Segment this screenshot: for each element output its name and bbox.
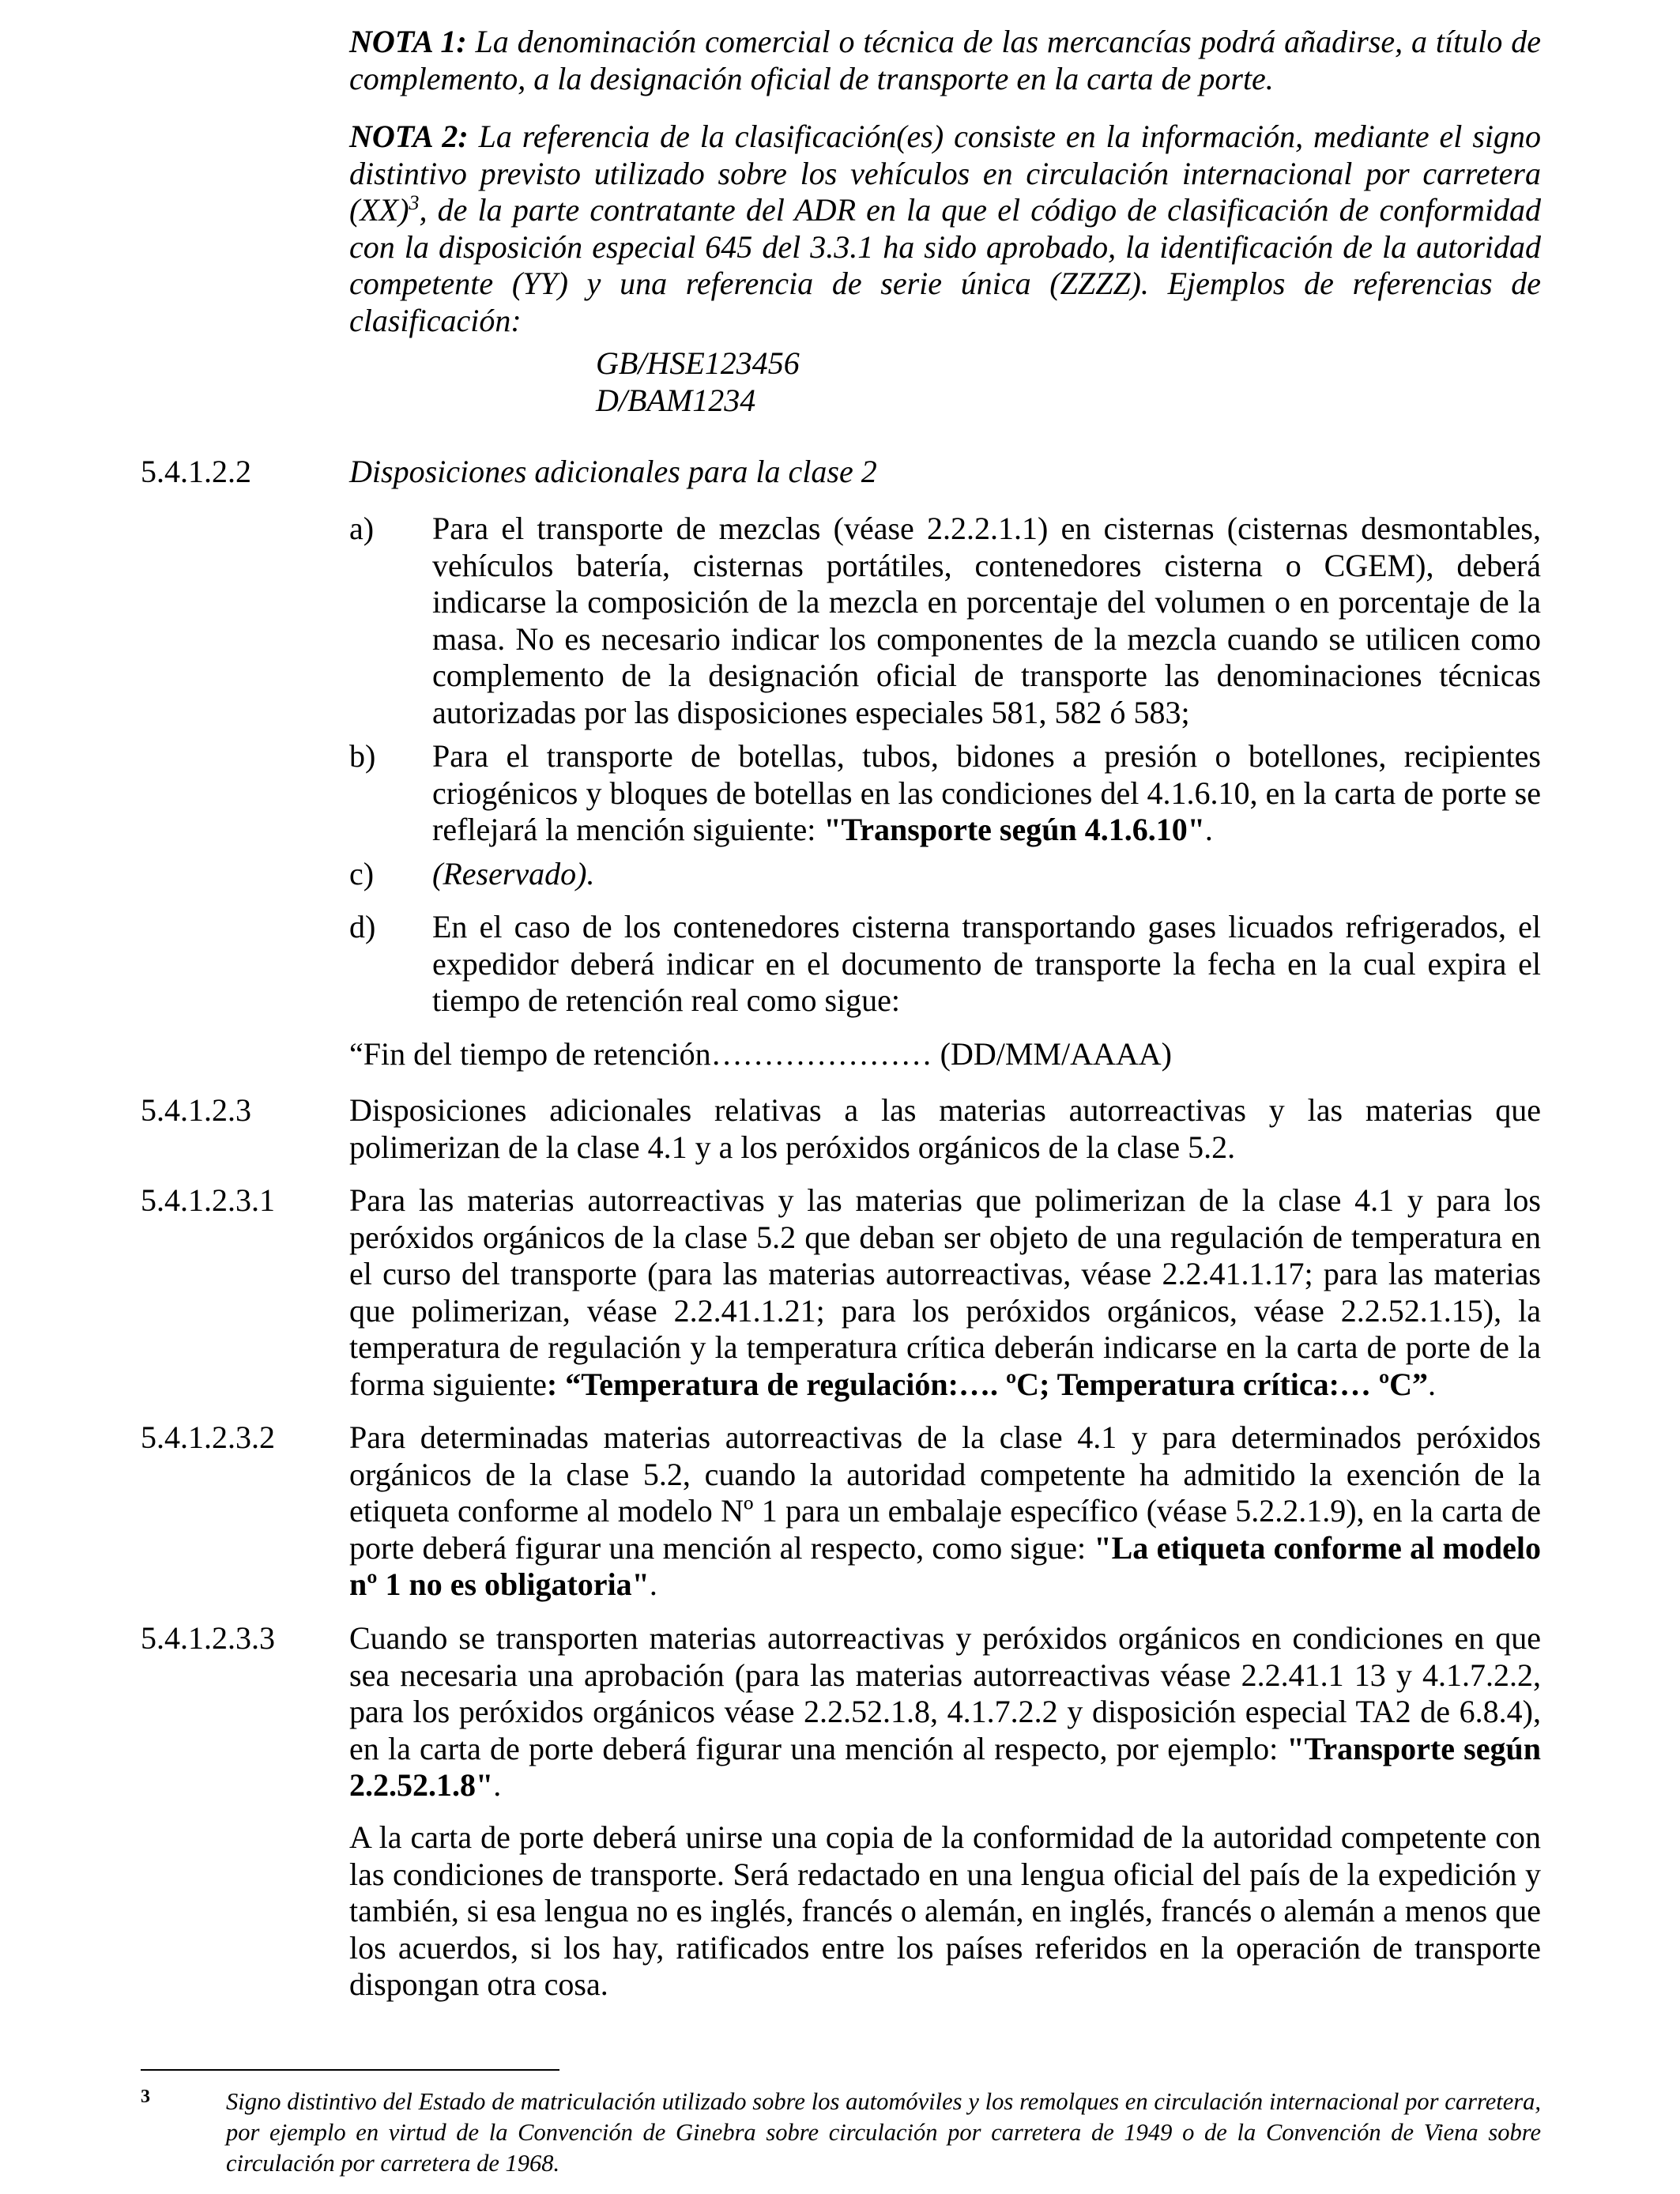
section-text-5-4-1-2-3-1 — [349, 1182, 1541, 1403]
section-number-5-4-1-2-3-2: 5.4.1.2.3.2 — [141, 1419, 275, 1455]
item-text-a: Para el transporte de mezclas (véase 2.2.2.1.1) en cisternas (cisternas desmontables, vehículos batería, cisternas portátiles, contenedores cisterna o CGEM), deberá indicarse la composición de la mezcla en porcentaje del volumen o en porcentaje de la masa. No es necesario indicar los componentes de la mezcla cuando se utilicen como complemento de la designación oficial de transporte las denominaciones técnicas autorizadas por las disposiciones especiales 581, 582 ó 583; — [432, 511, 1541, 730]
nota-1 — [349, 24, 1541, 97]
section-text-5-4-1-2-3-2 — [349, 1419, 1541, 1604]
section-5-4-1-2-3-1-bold: : “Temperatura de regulación:…. ºC; Temperatura crítica:… ºC” — [546, 1366, 1429, 1402]
footnote-mark: 3 — [141, 2087, 150, 2107]
item-text-d: En el caso de los contenedores cisterna transportando gases licuados refrigerados, el expedidor deberá indicar en el documento de transporte la fecha en la cual expira el tiempo de retención real como sigue: — [432, 909, 1541, 1018]
section-number-5-4-1-2-3-3: 5.4.1.2.3.3 — [141, 1620, 275, 1656]
item-text-b — [432, 738, 1541, 849]
classification-example-2: D/BAM1234 — [596, 383, 756, 418]
section-number-5-4-1-2-2: 5.4.1.2.2 — [141, 454, 251, 489]
section-5-4-1-2-3-2-bold: "La etiqueta conforme al modelo nº 1 no es obligatoria" — [349, 1529, 1541, 1602]
section-5-4-1-2-3-3-tail: . — [493, 1767, 502, 1803]
section-text-5-4-1-2-3-3 — [349, 1620, 1541, 1804]
section-5-4-1-2-3-3-text: Cuando se transporten materias autorreactivas y peróxidos orgánicos en condiciones en que sea necesaria una aprobación (para las materias autorreactivas véase 2.2.41.1 13 y 4.1.7.2.2, para los peróxidos orgánicos véase 2.2.52.1.8, 4.1.7.2.2 y disposición especial TA2 de 6.8.4), en la carta de porte deberá figurar una mención al respecto, por ejemplo: — [349, 1620, 1541, 1766]
nota-1-label: NOTA 1: — [349, 24, 467, 59]
section-5-4-1-2-3-3-paragraph-2: A la carta de porte deberá unirse una copia de la conformidad de la autoridad competente con las condiciones de transporte. Será redactado en una lengua oficial del país de la expedición y también, si esa lengua no es inglés, francés o alemán, en inglés, francés o alemán a menos que los acuerdos, si los hay, ratificados entre los países referidos en la operación de transporte dispongan otra cosa. — [349, 1819, 1541, 2002]
item-label-c: c) — [349, 856, 375, 892]
item-label-a: a) — [349, 511, 375, 546]
section-title-5-4-1-2-2: Disposiciones adicionales para la clase 2 — [349, 454, 877, 489]
nota-2 — [349, 119, 1541, 339]
section-text-5-4-1-2-3: Disposiciones adicionales relativas a las materias autorreactivas y las materias que polimerizan de la clase 4.1 y a los peróxidos orgánicos de la clase 5.2. — [349, 1092, 1541, 1165]
nota-1-text: La denominación comercial o técnica de las mercancías podrá añadirse, a título de complemento, a la designación oficial de transporte en la carta de porte. — [349, 24, 1541, 96]
nota-2-text-end: , de la parte contratante del ADR en la que el código de clasificación de conformidad con la disposición especial 645 del 3.3.1 ha sido aprobado, la identificación de la autoridad competente (YY) y una referencia de serie única (ZZZZ). Ejemplos de referencias de clasificación: — [349, 192, 1541, 338]
footnote-separator — [141, 2069, 559, 2071]
footnote-text: Signo distintivo del Estado de matriculación utilizado sobre los automóviles y los remolques en circulación internacional por carretera, por ejemplo en virtud de la Convención de Ginebra sobre circulación por carretera de 1949 o de la Convención de Viena sobre circulación por carretera de 1968. — [226, 2088, 1541, 2177]
section-5-4-1-2-3-2-text: Para determinadas materias autorreactivas de la clase 4.1 y para determinados peróxidos orgánicos de la clase 5.2, cuando la autoridad competente ha admitido la exención de la etiqueta conforme al modelo Nº 1 para un embalaje específico (véase 5.2.2.1.9), en la carta de porte deberá figurar una mención al respecto, como sigue: — [349, 1419, 1541, 1566]
nota-2-label: NOTA 2: — [349, 119, 469, 154]
footnote-reference-3: 3 — [409, 191, 420, 214]
item-label-b: b) — [349, 738, 376, 774]
item-text-c: (Reservado). — [432, 856, 595, 892]
section-5-4-1-2-3-2-tail: . — [649, 1566, 657, 1602]
retention-time-line: “Fin del tiempo de retención………………… (DD/MM/AAAA) — [349, 1036, 1172, 1072]
section-5-4-1-2-3-3-bold: "Transporte según 2.2.52.1.8" — [349, 1730, 1541, 1803]
nota-2-text-start: La referencia de la clasificación(es) consiste en la información, mediante el signo distintivo previsto utilizado sobre los vehículos en circulación internacional por carretera (XX) — [349, 119, 1542, 228]
item-label-d: d) — [349, 909, 376, 944]
classification-example-1: GB/HSE123456 — [596, 345, 800, 381]
section-number-5-4-1-2-3-1: 5.4.1.2.3.1 — [141, 1182, 275, 1218]
section-5-4-1-2-3-1-text: Para las materias autorreactivas y las materias que polimerizan de la clase 4.1 y para los peróxidos orgánicos de la clase 5.2 que deban ser objeto de una regulación de temperatura en el curso del transporte (para las materias autorreactivas, véase 2.2.41.1.17; para las materias que polimerizan, véase 2.2.41.1.21; para los peróxidos orgánicos, véase 2.2.52.1.15), la temperatura de regulación y la temperatura crítica deberán indicarse en la carta de porte de la forma siguiente — [349, 1182, 1541, 1402]
item-b-text: Para el transporte de botellas, tubos, bidones a presión o botellones, recipientes criogénicos y bloques de botellas en las condiciones del 4.1.6.10, en la carta de porte se reflejará la mención siguiente: — [432, 738, 1541, 847]
section-5-4-1-2-3-1-tail: . — [1428, 1366, 1437, 1402]
item-b-tail: . — [1204, 812, 1213, 847]
section-number-5-4-1-2-3: 5.4.1.2.3 — [141, 1092, 251, 1128]
item-b-bold: "Transporte según 4.1.6.10" — [823, 812, 1205, 847]
